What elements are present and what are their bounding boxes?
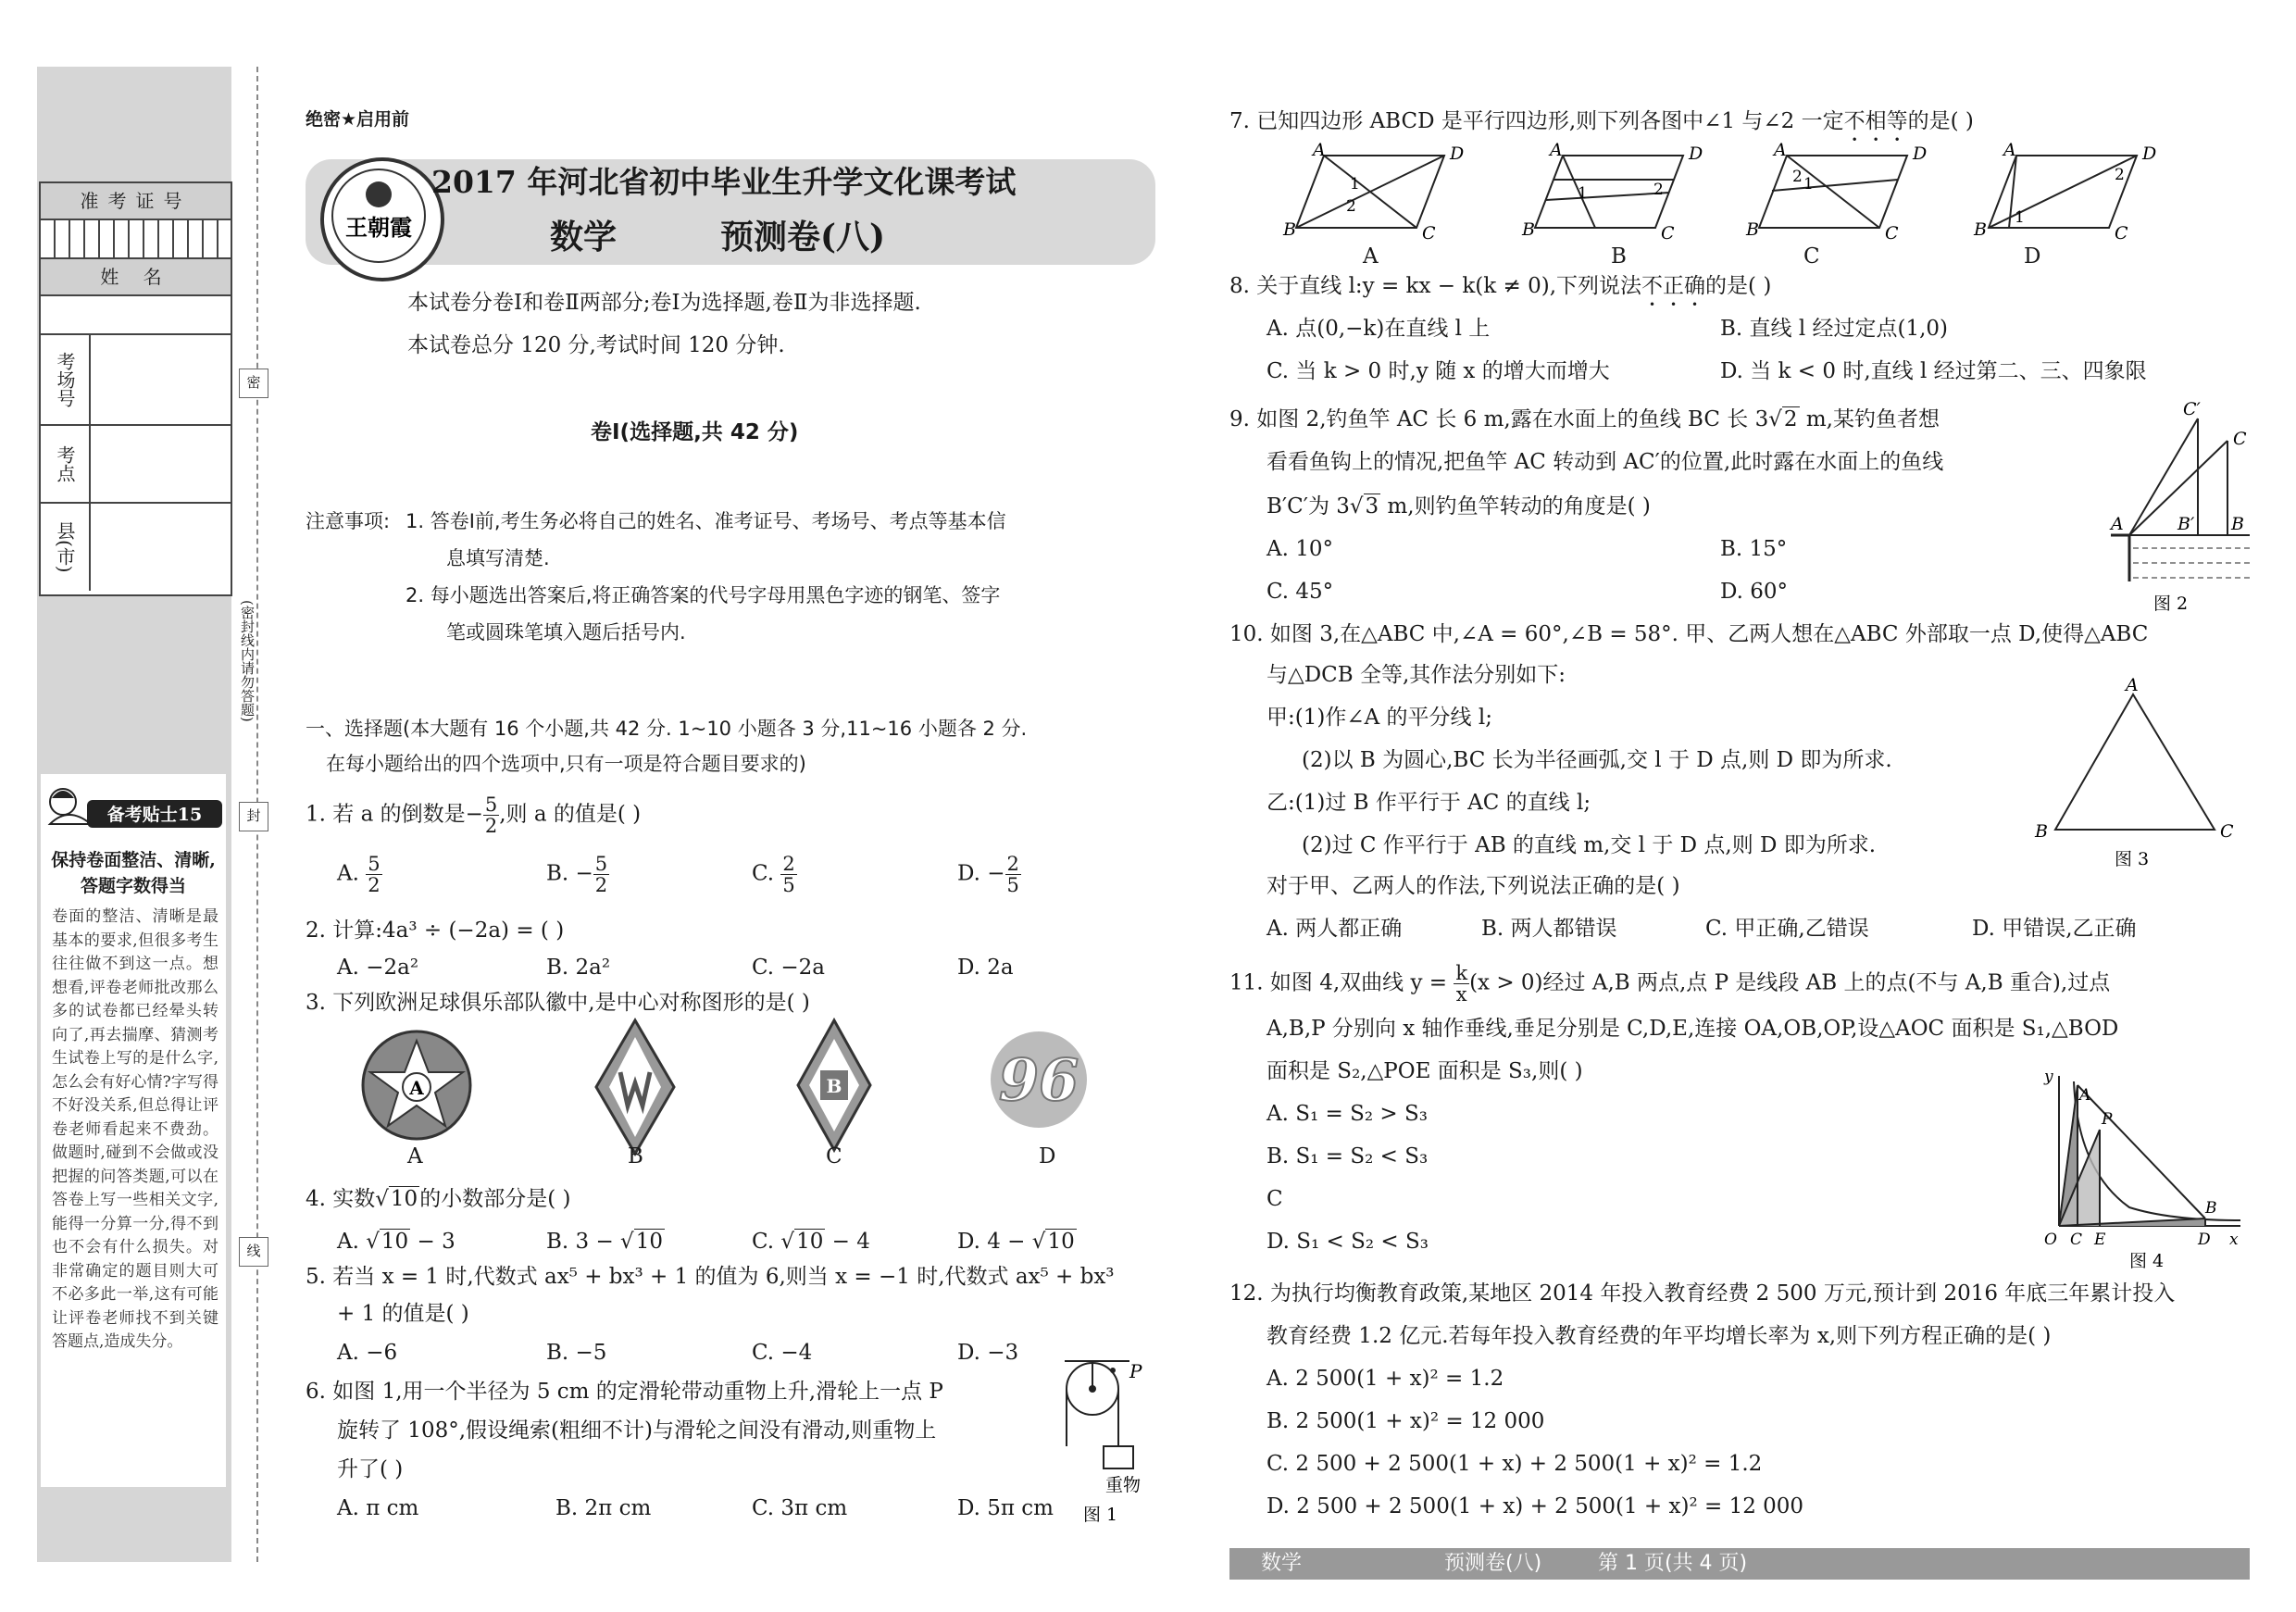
svg-text:y: y [2044, 1068, 2053, 1086]
q7-option-c[interactable]: C [1803, 244, 1820, 269]
q11-option-d[interactable]: D. S₁ < S₂ < S₃ [1267, 1230, 1429, 1254]
q3-option-d[interactable]: D [1039, 1144, 1056, 1168]
svg-text:C: C [2115, 223, 2128, 244]
q10-option-b[interactable]: B. 两人都错误 [1481, 917, 1617, 941]
svg-text:E: E [2094, 1231, 2106, 1249]
q6-option-b[interactable]: B. 2π cm [555, 1496, 652, 1520]
q5-option-c[interactable]: C. −4 [752, 1341, 813, 1365]
q1-option-a[interactable]: A. $\frac{5}{2}$ [337, 853, 381, 896]
q12-option-a[interactable]: A. 2 500(1 + x)² = 1.2 [1267, 1367, 1504, 1391]
exam-subject: 数学 [550, 218, 618, 256]
notice-label: 注意事项: [306, 510, 391, 532]
q1-fraction: $\frac{5}{2}$ [484, 794, 498, 837]
badge-d-96-icon [985, 1026, 1092, 1133]
question-11-line-3: 面积是 S₂,△POE 面积是 S₃,则( ) [1267, 1059, 1583, 1083]
q10-option-c[interactable]: C. 甲正确,乙错误 [1705, 917, 1869, 941]
svg-text:1: 1 [2015, 208, 2025, 227]
svg-text:A: A [1550, 140, 1563, 160]
svg-text:C: C [1422, 223, 1436, 244]
card-number-field[interactable] [41, 220, 231, 259]
svg-text:图 2: 图 2 [2153, 594, 2189, 614]
page-footer [1229, 1548, 2250, 1580]
q6-option-c[interactable]: C. 3π cm [752, 1496, 848, 1520]
question-11-line-2: A,B,P 分别向 x 轴作垂线,垂足分别是 C,D,E,连接 OA,OB,OP,设△AOC 面积是 S₁,△BOD [1267, 1017, 2119, 1041]
svg-text:C: C [2070, 1231, 2083, 1249]
footer-subject: 数学 [1261, 1552, 1303, 1575]
q6-option-d[interactable]: D. 5π cm [957, 1496, 1054, 1520]
svg-text:图 3: 图 3 [2115, 849, 2150, 869]
logo-text: 王朝霞 [345, 214, 412, 241]
svg-text:2: 2 [1346, 197, 1356, 216]
svg-text:D: D [1913, 144, 1928, 164]
svg-text:C′: C′ [2183, 399, 2201, 419]
q2-option-c[interactable]: C. −2a [752, 956, 826, 980]
tip-banner [43, 778, 224, 835]
question-9-line-3: B′C′为 3√3 m,则钓鱼竿转动的角度是( ) [1267, 494, 1651, 519]
intro-line-1: 本试卷分卷Ⅰ和卷Ⅱ两部分;卷Ⅰ为选择题,卷Ⅱ为非选择题. [407, 291, 921, 315]
svg-text:图 1: 图 1 [1083, 1505, 1118, 1525]
svg-text:C: C [2233, 429, 2247, 449]
question-1 [306, 794, 641, 836]
q1-stem-a: 1. 若 a 的倒数是− [306, 802, 483, 827]
intro-line-2: 本试卷总分 120 分,考试时间 120 分钟. [407, 333, 785, 357]
question-10-line-6: (2)过 C 作平行于 AB 的直线 m,交 l 于 D 点,则 D 即为所求. [1302, 833, 1877, 857]
question-9-line-1: 9. 如图 2,钓鱼竿 AC 长 6 m,露在水面上的鱼线 BC 长 3√2 m,某钓鱼者想 [1229, 407, 1940, 431]
tip-body: 卷面的整洁、清晰是最基本的要求,但很多考生往往做不到这一点。想想看,评卷老师批改那么多的试卷都已经晕头转向了,再去揣摩、猜测考生试卷上写的是什么字,怎么会有好心情?字写得不好没关系,但总得让评卷老师看起来不费劲。做题时,碰到不会做或没把握的问答类题,可以在答卷上写一些相关文字,能得一分算一分,得不到也不会有什么损失。对非常确定的题目则大可不必多此一举,这有可能让评卷老师找不到关键答题点,造成失分。 [52, 907, 218, 1351]
triangle-figure [2033, 672, 2237, 876]
badge-c-diamond-icon [794, 1017, 874, 1154]
q1-option-d[interactable]: D. − $\frac{2}{5}$ [957, 853, 1019, 896]
notice-2b: 笔或圆珠笔填入题后括号内. [446, 621, 686, 644]
q4-option-c[interactable]: C. √10 − 4 [752, 1230, 870, 1254]
q5-option-b[interactable]: B. −5 [546, 1341, 607, 1365]
publisher-logo [320, 157, 444, 281]
question-9-line-2: 看看鱼钩上的情况,把鱼竿 AC 转动到 AC′的位置,此时露在水面上的鱼线 [1267, 450, 1944, 474]
q9-option-a[interactable]: A. 10° [1267, 537, 1333, 561]
svg-text:重物: 重物 [1105, 1475, 1142, 1495]
q11-option-a[interactable]: A. S₁ = S₂ > S₃ [1267, 1102, 1428, 1126]
q7-option-d[interactable]: D [2024, 244, 2041, 269]
section-1-line-1: 一、选择题(本大题有 16 个小题,共 42 分. 1~10 小题各 3 分,11~16 小题各 2 分. [306, 718, 1028, 740]
svg-text:x: x [2229, 1231, 2239, 1249]
q12-option-b[interactable]: B. 2 500(1 + x)² = 12 000 [1267, 1409, 1545, 1433]
q8-option-c[interactable]: C. 当 k > 0 时,y 随 x 的增大而增大 [1267, 359, 1610, 383]
q6-option-a[interactable]: A. π cm [337, 1496, 419, 1520]
q8-option-b[interactable]: B. 直线 l 经过定点(1,0) [1720, 317, 1949, 341]
hyperbola-figure [2040, 1068, 2250, 1272]
q2-option-d[interactable]: D. 2a [957, 956, 1014, 980]
q9-option-d[interactable]: D. 60° [1720, 580, 1789, 604]
question-10-line-4: (2)以 B 为圆心,BC 长为半径画弧,交 l 于 D 点,则 D 即为所求. [1302, 748, 1892, 772]
svg-text:2: 2 [2115, 166, 2125, 184]
q3-option-c[interactable]: C [826, 1144, 842, 1168]
svg-text:A: A [2003, 140, 2016, 160]
svg-text:C: C [1885, 223, 1899, 244]
svg-text:D: D [1450, 144, 1465, 164]
q7-figure-d [1973, 140, 2156, 244]
q7-figure-c [1745, 140, 1927, 244]
question-10-line-1: 10. 如图 3,在△ABC 中,∠A = 60°,∠B = 58°. 甲、乙两人想在△ABC 外部取一点 D,使得△ABC [1229, 622, 2149, 646]
q7-parallelogram-figures [1283, 139, 2222, 263]
notice-1a: 1. 答卷Ⅰ前,考生务必将自己的姓名、准考证号、考场号、考点等基本信 [406, 510, 1006, 532]
county-field[interactable] [91, 504, 231, 591]
svg-text:B: B [2035, 821, 2048, 842]
svg-text:A: A [1313, 140, 1326, 160]
pulley-figure [1055, 1357, 1167, 1530]
notice-2a: 2. 每小题选出答案后,将正确答案的代号字母用黑色字迹的钢笔、签字 [406, 584, 1001, 606]
svg-text:B: B [826, 1075, 842, 1097]
q10-option-d[interactable]: D. 甲错误,乙正确 [1972, 917, 2137, 941]
q5-option-d[interactable]: D. −3 [957, 1341, 1019, 1365]
svg-text:B′: B′ [2177, 514, 2195, 534]
svg-text:1: 1 [1803, 175, 1814, 194]
exam-room-label: 考场号 [41, 335, 91, 424]
question-5-line-1: 5. 若当 x = 1 时,代数式 ax⁵ + bx³ + 1 的值为 6,则当 x = −1 时,代数式 ax⁵ + bx³ [306, 1265, 1115, 1289]
q9-option-b[interactable]: B. 15° [1720, 537, 1788, 561]
svg-text:B: B [1522, 219, 1535, 240]
svg-text:B: B [1746, 219, 1759, 240]
svg-text:A: A [2126, 675, 2139, 695]
q11-option-c[interactable]: C [1267, 1187, 1283, 1211]
badge-b-diamond-icon [593, 1017, 678, 1157]
q4-option-b[interactable]: B. 3 − √10 [546, 1230, 663, 1254]
question-12-line-2: 教育经费 1.2 亿元.若每年投入教育经费的年平均增长率为 x,则下列方程正确的是( ) [1267, 1324, 2052, 1348]
svg-text:C: C [1661, 223, 1675, 244]
question-6-line-1: 6. 如图 1,用一个半径为 5 cm 的定滑轮带动重物上升,滑轮上一点 P [306, 1380, 943, 1404]
seal-mark-xian: 线 [239, 1237, 268, 1267]
q7-figure-b [1521, 140, 1703, 244]
svg-text:A: A [2111, 514, 2124, 534]
q3-option-b[interactable]: B [628, 1144, 643, 1168]
svg-text:D: D [1689, 144, 1703, 164]
q1-stem-b: ,则 a 的值是( ) [499, 802, 642, 827]
question-11-line-1: 11. 如图 4,双曲线 y = $\frac{k}{x}$ (x > 0)经过 A,B 两点,点 P 是线段 AB 上的点(不与 A,B 重合),过点 [1229, 962, 2111, 1006]
question-6-line-3: 升了( ) [337, 1457, 404, 1481]
q12-option-d[interactable]: D. 2 500 + 2 500(1 + x) + 2 500(1 + x)² = 12 000 [1267, 1494, 1804, 1518]
question-7: 7. 已知四边形 ABCD 是平行四边形,则下列各图中∠1 与∠2 一定不相等的是( ) [1229, 109, 1974, 133]
question-2: 2. 计算:4a³ ÷ (−2a) = ( ) [306, 918, 565, 943]
q7-option-a[interactable]: A [1363, 244, 1379, 269]
q11-option-b[interactable]: B. S₁ = S₂ < S₃ [1267, 1144, 1429, 1168]
fishing-rod-figure [2092, 400, 2259, 615]
svg-text:B: B [1974, 219, 1987, 240]
svg-text:P: P [2102, 1110, 2113, 1129]
q2-option-a[interactable]: A. −2a² [337, 956, 419, 980]
question-6-line-2: 旋转了 108°,假设绳索(粗细不计)与滑轮之间没有滑动,则重物上 [337, 1418, 937, 1443]
q1-option-c[interactable]: C. $\frac{2}{5}$ [752, 853, 795, 896]
secret-label: 绝密★启用前 [306, 109, 410, 130]
q9-option-c[interactable]: C. 45° [1267, 580, 1334, 604]
seal-mark-feng: 封 [239, 802, 268, 831]
q7-figure-a [1282, 140, 1464, 244]
svg-text:D: D [2142, 144, 2157, 164]
name-field[interactable] [41, 296, 231, 335]
svg-text:A: A [409, 1077, 424, 1099]
card-number-label: 准考证号 [41, 183, 231, 220]
exam-title: 2017 年河北省初中毕业生升学文化课考试 [431, 164, 1017, 200]
q10-option-a[interactable]: A. 两人都正确 [1267, 917, 1403, 941]
question-5-line-2: + 1 的值是( ) [337, 1302, 469, 1326]
q8-option-d[interactable]: D. 当 k < 0 时,直线 l 经过第二、三、四象限 [1720, 359, 2147, 383]
seal-note: (密封线内请勿答题) [239, 600, 256, 722]
q3-option-a[interactable]: A [407, 1144, 423, 1168]
q4-option-a[interactable]: A. √10 − 3 [337, 1230, 455, 1254]
section-1-line-2: 在每小题给出的四个选项中,只有一项是符合题目要求的) [326, 753, 806, 775]
svg-text:P: P [1129, 1360, 1142, 1382]
svg-text:图 4: 图 4 [2129, 1251, 2165, 1271]
svg-text:1: 1 [1350, 175, 1360, 194]
q2-option-b[interactable]: B. 2a² [546, 956, 611, 980]
svg-text:C: C [2220, 821, 2234, 842]
q8-option-a[interactable]: A. 点(0,−k)在直线 l 上 [1267, 317, 1491, 341]
tip-banner-text: 备考贴士15 [106, 805, 203, 825]
footer-volume: 预测卷(八) [1444, 1552, 1542, 1575]
name-label: 姓 名 [41, 259, 231, 296]
badge-a-star-icon [359, 1028, 474, 1143]
question-12-line-1: 12. 为执行均衡教育政策,某地区 2014 年投入教育经费 2 500 万元,预计到 2016 年底三年累计投入 [1229, 1281, 2176, 1306]
svg-text:A: A [2079, 1086, 2091, 1105]
q5-option-a[interactable]: A. −6 [337, 1341, 398, 1365]
question-3: 3. 下列欧洲足球俱乐部队徽中,是中心对称图形的是( ) [306, 991, 810, 1015]
exam-site-label: 考点 [41, 426, 91, 502]
q7-option-b[interactable]: B [1611, 244, 1627, 269]
svg-text:B: B [2205, 1199, 2217, 1218]
svg-text:A: A [1774, 140, 1787, 160]
exam-volume: 预测卷(八) [720, 218, 886, 256]
svg-text:B: B [2231, 514, 2244, 534]
candidate-info-box [39, 181, 232, 596]
svg-text:B: B [1283, 219, 1296, 240]
svg-text:O: O [2044, 1231, 2057, 1249]
svg-text:D: D [2198, 1231, 2211, 1249]
logo-seal-icon [324, 161, 433, 270]
svg-text:2: 2 [1792, 168, 1803, 186]
q12-option-c[interactable]: C. 2 500 + 2 500(1 + x) + 2 500(1 + x)² = 1.2 [1267, 1452, 1763, 1476]
part-1-heading: 卷Ⅰ(选择题,共 42 分) [591, 420, 799, 444]
county-label: 县(市) [41, 504, 91, 591]
svg-text:1: 1 [1578, 184, 1588, 203]
q4-option-d[interactable]: D. 4 − √10 [957, 1230, 1075, 1254]
exam-room-field[interactable] [91, 335, 231, 424]
question-10-line-3: 甲:(1)作∠A 的平分线 l; [1267, 706, 1492, 730]
tip-mascot-icon [43, 778, 224, 835]
seal-mark-mi: 密 [239, 369, 268, 398]
footer-page-number: 第 1 页(共 4 页) [1598, 1552, 1748, 1575]
question-4: 4. 实数√10的小数部分是( ) [306, 1187, 571, 1211]
q1-option-b[interactable]: B. − $\frac{5}{2}$ [546, 853, 608, 896]
notice-1b: 息填写清楚. [446, 547, 550, 569]
svg-text:2: 2 [1653, 181, 1664, 199]
tip-heading: 保持卷面整洁、清晰,答题字数得当 [51, 850, 216, 896]
question-8: 8. 关于直线 l:y = kx − k(k ≠ 0),下列说法不正确的是( ) [1229, 274, 1772, 298]
question-10-line-7: 对于甲、乙两人的作法,下列说法正确的是( ) [1267, 874, 1680, 898]
question-10-line-2: 与△DCB 全等,其作法分别如下: [1267, 663, 1566, 687]
question-10-line-5: 乙:(1)过 B 作平行于 AC 的直线 l; [1267, 791, 1591, 815]
svg-text:96: 96 [998, 1046, 1079, 1114]
exam-site-field[interactable] [91, 426, 231, 502]
